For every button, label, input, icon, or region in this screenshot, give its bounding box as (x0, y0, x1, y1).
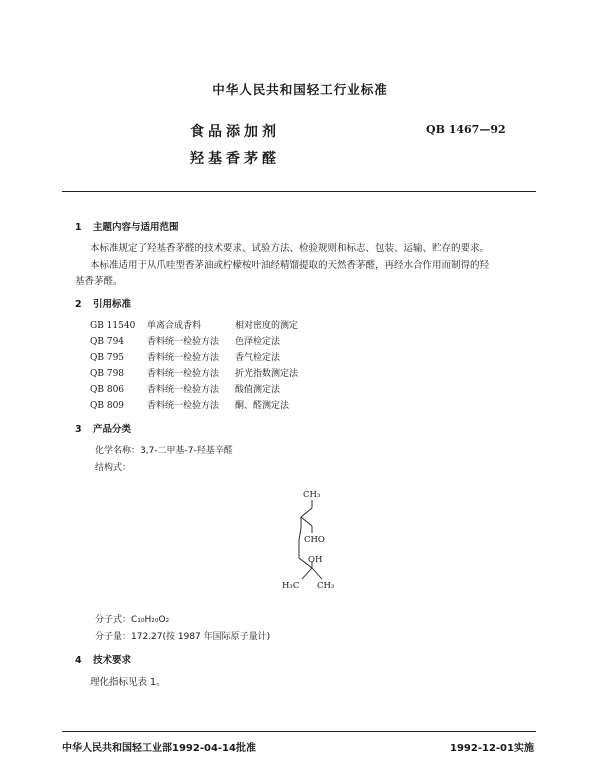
reference-row (90, 382, 280, 395)
reference-code: QB 795 (90, 353, 125, 363)
section-title: 技术要求 (93, 655, 132, 666)
reference-row (90, 334, 280, 347)
reference-category: 单离合成香料 (147, 321, 202, 331)
reference-category: 香料统一检验方法 (147, 385, 220, 395)
section-2-heading (75, 296, 131, 310)
section-1-heading (75, 219, 179, 233)
reference-row (90, 366, 298, 379)
standard-code: QB 1467—92 (426, 123, 506, 136)
reference-code: QB 794 (90, 337, 125, 347)
aldehyde-label: CHO (304, 535, 325, 545)
approval-info: 中华人民共和国轻工业部1992-04-14批准 (62, 743, 256, 754)
structure-label: 结构式： (95, 463, 132, 473)
reference-code: GB 11540 (90, 321, 136, 331)
section-4-paragraph: 理化指标见表 1。 (90, 677, 166, 688)
reference-row (90, 350, 280, 363)
reference-code: QB 798 (90, 369, 125, 379)
hydroxyl-label: OH (308, 555, 323, 565)
title-line-1: 食品添加剂 (190, 124, 280, 140)
header-divider (62, 191, 536, 192)
chemical-name: 化学名称：3,7-二甲基-7-羟基辛醛 (95, 446, 233, 456)
molecular-formula: 分子式：C₁₀H₂₀O₂ (95, 615, 170, 625)
reference-code: QB 809 (90, 401, 125, 411)
footer-divider (62, 731, 536, 732)
methyl-label-left: H₃C (282, 581, 300, 591)
reference-title: 色泽检定法 (235, 337, 281, 347)
section-number: 2 (75, 299, 82, 310)
section-number: 4 (75, 655, 82, 666)
section-title: 引用标准 (93, 299, 132, 310)
section-number: 3 (75, 424, 82, 435)
section-title: 产品分类 (93, 424, 132, 435)
section-3-heading (75, 421, 131, 435)
section-1-paragraph-2: 本标准适用于从爪哇型香茅油或柠檬桉叶油经精馏提取的天然香茅醛，再经水合作用而制得的羟 (90, 260, 490, 271)
reference-title: 酮、醛测定法 (235, 401, 290, 411)
reference-title: 相对密度的测定 (235, 321, 299, 331)
reference-title: 酸值测定法 (235, 385, 281, 395)
reference-title: 香气检定法 (235, 353, 281, 363)
methyl-label-top: CH₃ (303, 490, 321, 500)
reference-title: 折光指数测定法 (235, 369, 299, 379)
reference-category: 香料统一检验方法 (147, 353, 220, 363)
title-line-2: 羟基香茅醛 (190, 151, 280, 167)
reference-row (90, 398, 289, 411)
section-1-paragraph-1: 本标准规定了羟基香茅醛的技术要求、试验方法、检验规则和标志、包装、运输、贮存的要求。 (90, 243, 490, 254)
reference-code: QB 806 (90, 385, 125, 395)
reference-category: 香料统一检验方法 (147, 369, 220, 379)
implementation-date: 1992-12-01实施 (450, 743, 534, 754)
reference-category: 香料统一检验方法 (147, 337, 220, 347)
section-number: 1 (75, 222, 82, 233)
reference-category: 香料统一检验方法 (147, 401, 220, 411)
section-4-heading (75, 652, 131, 666)
section-1-paragraph-2-cont: 基香茅醛。 (75, 276, 123, 287)
structural-formula (270, 480, 380, 600)
molecular-weight: 分子量：172.27(按 1987 年国际原子量计) (95, 632, 271, 642)
section-title: 主题内容与适用范围 (93, 222, 179, 233)
issuing-organization: 中华人民共和国轻工行业标准 (212, 82, 388, 97)
methyl-label-right: CH₃ (317, 581, 335, 591)
reference-row (90, 318, 298, 331)
